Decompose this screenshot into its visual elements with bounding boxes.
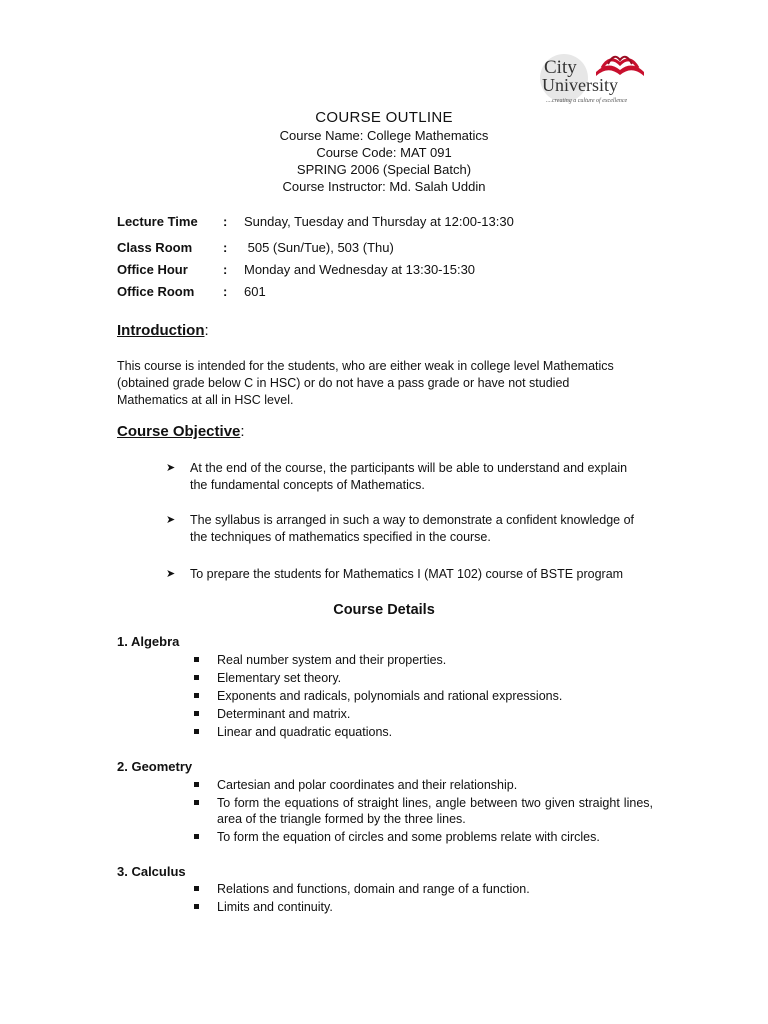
paragraph-line: This course is intended for the students, who are either weak in college level Mathematics — [117, 359, 614, 373]
list-item-text: Real number system and their properties. — [217, 653, 447, 667]
introduction-paragraph — [117, 358, 637, 409]
objective-heading-text: Course Objective — [117, 423, 241, 440]
list-item-text: Cartesian and polar coordinates and their relationship. — [217, 778, 518, 792]
list-item — [193, 777, 653, 793]
list-item-text: To form the equations of straight lines, angle between two given straight lines, area of the triangle formed by the three lines. — [217, 796, 653, 826]
introduction-heading-text: Introduction — [117, 322, 205, 339]
list-item-text: Relations and functions, domain and range of a function. — [217, 882, 530, 896]
list-item — [193, 881, 653, 897]
logo-tagline: ....creating a culture of excellence — [546, 98, 628, 104]
arrow-bullet-icon: ➤ — [166, 514, 176, 526]
introduction-heading — [117, 322, 209, 339]
semester: SPRING 2006 (Special Batch) — [296, 162, 472, 177]
topic-title-calculus: 3. Calculus — [117, 864, 186, 879]
info-colon: : — [223, 214, 228, 229]
course-details-heading: Course Details — [333, 602, 435, 618]
paragraph-line: (obtained grade below C in HSC) or do not have a pass grade or have not studied — [117, 376, 570, 390]
list-item — [193, 688, 653, 704]
algebra-list — [193, 652, 653, 742]
arrow-bullet-icon: ➤ — [166, 568, 176, 580]
topic-title-algebra: 1. Algebra — [117, 634, 180, 649]
objective-line: The syllabus is arranged in such a way to demonstrate a confident knowledge of — [190, 513, 635, 527]
list-item — [193, 724, 653, 740]
list-item — [193, 795, 653, 827]
objective-line: To prepare the students for Mathematics I (MAT 102) course of BSTE program — [190, 567, 624, 581]
info-value: Sunday, Tuesday and Thursday at 12:00-13:30 — [244, 214, 514, 229]
course-name: Course Name: College Mathematics — [279, 128, 489, 143]
info-colon: : — [223, 240, 228, 255]
list-item-text: Exponents and radicals, polynomials and rational expressions. — [217, 689, 563, 703]
introduction-heading-colon: : — [204, 322, 209, 339]
list-item-text: To form the equation of circles and some problems relate with circles. — [217, 830, 600, 844]
square-bullet-icon — [194, 886, 199, 891]
list-item-text: Elementary set theory. — [217, 671, 342, 685]
info-colon: : — [223, 262, 228, 277]
list-item-text: Determinant and matrix. — [217, 707, 351, 721]
square-bullet-icon — [194, 834, 199, 839]
objective-heading — [117, 423, 245, 440]
objective-line: the fundamental concepts of Mathematics. — [190, 478, 425, 492]
logo-text-city: City — [544, 57, 577, 78]
topic-title-geometry: 2. Geometry — [117, 759, 193, 774]
info-label: Lecture Time — [117, 214, 198, 229]
info-label: Class Room — [117, 240, 193, 255]
objective-line: At the end of the course, the participants will be able to understand and explain — [190, 461, 628, 475]
list-item — [193, 829, 653, 845]
info-value: 601 — [244, 284, 266, 299]
geometry-list — [193, 777, 653, 847]
info-label: Office Hour — [117, 262, 188, 277]
paragraph-line: Mathematics at all in HSC level. — [117, 393, 294, 407]
objective-heading-colon: : — [240, 423, 245, 440]
logo-text-university: University — [542, 75, 618, 95]
objective-line: the techniques of mathematics specified in the course. — [190, 530, 491, 544]
info-value: Monday and Wednesday at 13:30-15:30 — [244, 262, 476, 277]
city-university-logo — [540, 46, 656, 110]
square-bullet-icon — [194, 657, 199, 662]
square-bullet-icon — [194, 693, 199, 698]
calculus-list — [193, 881, 653, 917]
list-item — [193, 652, 653, 668]
square-bullet-icon — [194, 782, 199, 787]
list-item-text: Limits and continuity. — [217, 900, 333, 914]
list-item — [193, 899, 653, 915]
square-bullet-icon — [194, 711, 199, 716]
square-bullet-icon — [194, 729, 199, 734]
info-colon: : — [223, 284, 228, 299]
list-item — [193, 706, 653, 722]
info-value: 505 (Sun/Tue), 503 (Thu) — [244, 240, 394, 255]
square-bullet-icon — [194, 675, 199, 680]
list-item-text: Linear and quadratic equations. — [217, 725, 393, 739]
square-bullet-icon — [194, 904, 199, 909]
info-label: Office Room — [117, 284, 195, 299]
document-title: COURSE OUTLINE — [315, 109, 453, 126]
square-bullet-icon — [194, 800, 199, 805]
course-instructor: Course Instructor: Md. Salah Uddin — [282, 179, 486, 194]
course-code: Course Code: MAT 091 — [316, 145, 452, 160]
arrow-bullet-icon: ➤ — [166, 462, 176, 474]
list-item — [193, 670, 653, 686]
